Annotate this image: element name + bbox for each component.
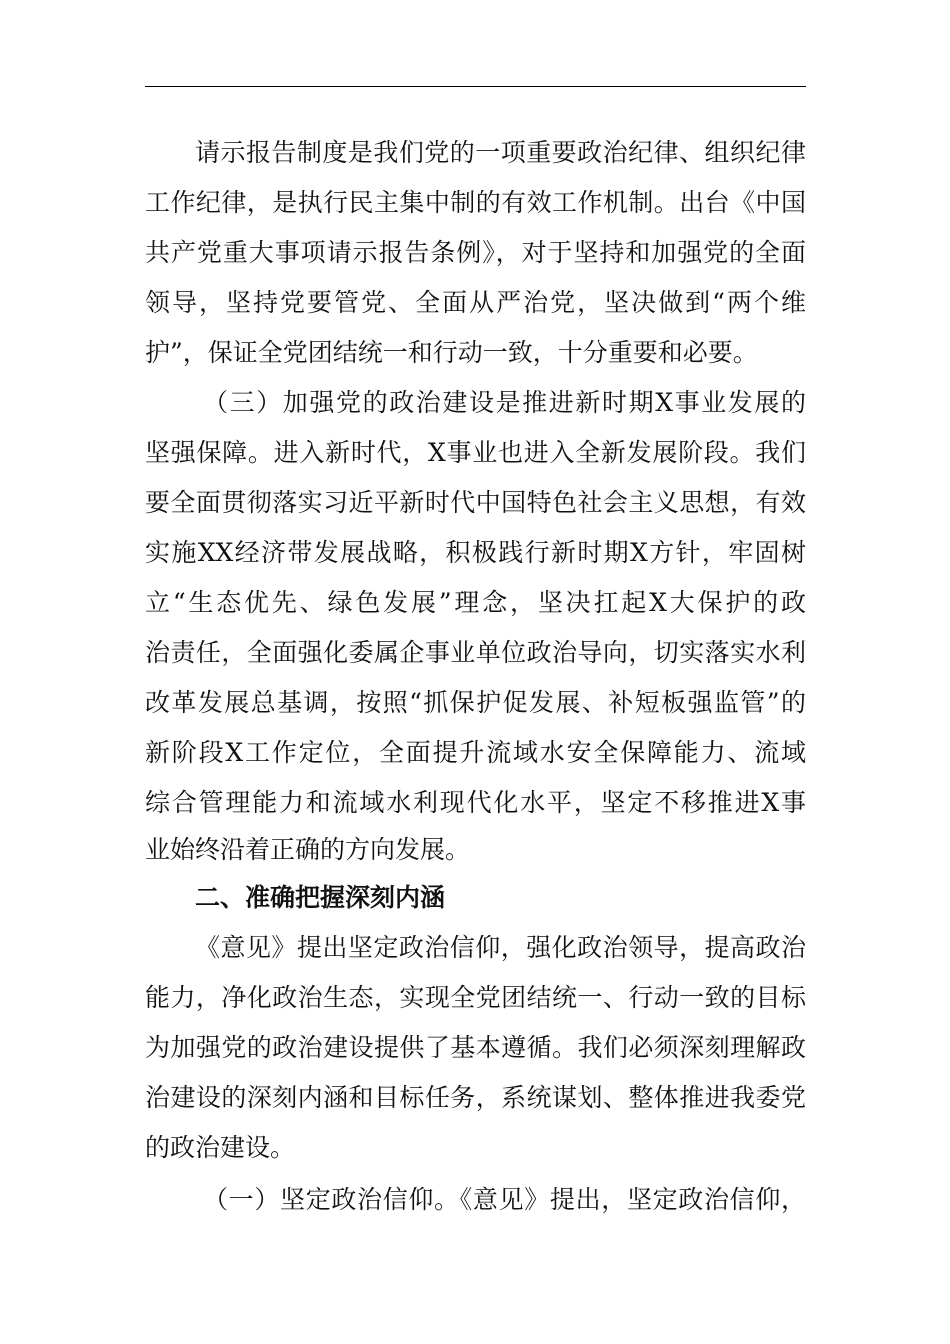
body-text-line: 业始终沿着正确的方向发展。 bbox=[145, 835, 471, 864]
body-text-line: 坚强保障。进入新时代，X事业也进入全新发展阶段。我们 bbox=[145, 438, 806, 467]
body-text-line: 请示报告制度是我们党的一项重要政治纪律、组织纪律 bbox=[195, 138, 806, 167]
body-text-line: 护”，保证全党团结统一和行动一致，十分重要和必要。 bbox=[145, 338, 758, 367]
body-text-line: 新阶段X工作定位，全面提升流域水安全保障能力、流域 bbox=[145, 738, 806, 767]
body-text-line: 的政治建设。 bbox=[145, 1133, 296, 1162]
body-text-line: 实施XX经济带发展战略，积极践行新时期X方针，牢固树 bbox=[145, 538, 806, 567]
body-text-line: 改革发展总基调，按照“抓保护促发展、补短板强监管”的 bbox=[145, 688, 806, 717]
body-text-line: 能力，净化政治生态，实现全党团结统一、行动一致的目标 bbox=[145, 983, 806, 1012]
body-text-line: 领导，坚持党要管党、全面从严治党，坚决做到“两个维 bbox=[145, 288, 806, 317]
body-text-line: 立“生态优先、绿色发展”理念，坚决扛起X大保护的政 bbox=[145, 588, 806, 617]
section-heading-2: 二、准确把握深刻内涵 bbox=[195, 883, 446, 912]
body-text-line: 为加强党的政治建设提供了基本遵循。我们必须深刻理解政 bbox=[145, 1033, 806, 1062]
header-rule bbox=[145, 86, 806, 87]
subsection-heading-1: （一）坚定政治信仰。《意见》提出，坚定政治信仰， bbox=[203, 1185, 806, 1214]
body-text-line: 要全面贯彻落实习近平新时代中国特色社会主义思想，有效 bbox=[145, 488, 806, 517]
body-text-line: 《意见》提出坚定政治信仰，强化政治领导，提高政治 bbox=[195, 933, 806, 962]
body-text-line: 综合管理能力和流域水利现代化水平，坚定不移推进X事 bbox=[145, 788, 806, 817]
body-text-line: 共产党重大事项请示报告条例》，对于坚持和加强党的全面 bbox=[145, 238, 806, 267]
body-text-line: 治建设的深刻内涵和目标任务，系统谋划、整体推进我委党 bbox=[145, 1083, 806, 1112]
body-text-line: 工作纪律，是执行民主集中制的有效工作机制。出台《中国 bbox=[145, 188, 806, 217]
subsection-heading-3: （三）加强党的政治建设是推进新时期X事业发展的 bbox=[203, 388, 806, 417]
body-text-line: 治责任，全面强化委属企事业单位政治导向，切实落实水利 bbox=[145, 638, 806, 667]
